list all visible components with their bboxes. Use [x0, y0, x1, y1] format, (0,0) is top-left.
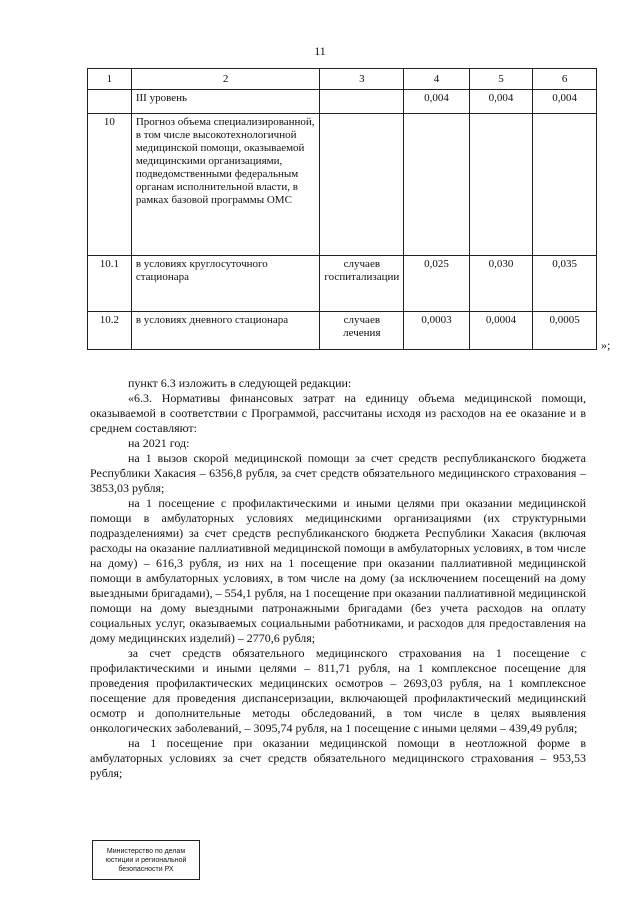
table-cell: случаев госпитализации	[320, 256, 404, 312]
table-row	[88, 114, 597, 256]
ministry-stamp	[92, 840, 200, 880]
table-cell: в условиях круглосуточного стационара	[131, 256, 320, 312]
table-cell: 10.2	[88, 312, 132, 350]
table-cell: 10.1	[88, 256, 132, 312]
table-cell: 0,035	[533, 256, 597, 312]
paragraph: пункт 6.3 изложить в следующей редакции:	[128, 376, 352, 390]
table-cell	[88, 90, 132, 114]
table-cell: Прогноз объема специализированной, в том числе высокотехнологичной медицинской помощи, оказываемой медицинскими организациями, подведомственными федеральным органам исполнительной власти, в рамках базовой программы ОМС	[131, 114, 320, 256]
paragraph: «6.3. Нормативы финансовых затрат на единицу объема медицинской помощи, оказываемой в соответствии с Программой, рассчитаны исходя из расходов на ее оказание и в среднем составляют:	[90, 391, 586, 435]
closing-quote: »;	[601, 338, 611, 352]
normatives-table	[87, 68, 597, 350]
paragraph: на 2021 год:	[128, 436, 190, 450]
header-cell: 2	[131, 69, 320, 90]
header-cell: 5	[469, 69, 533, 90]
table-row	[88, 312, 597, 350]
table-cell: 0,004	[404, 90, 469, 114]
table-cell: 0,030	[469, 256, 533, 312]
paragraph: на 1 вызов скорой медицинской помощи за счет средств республиканского бюджета Республики Хакасия – 6356,8 рубля, за счет средств обязательного медицинского страхования – 3853,03 рубля;	[90, 451, 586, 495]
table-cell: III уровень	[131, 90, 320, 114]
table-cell: случаев лечения	[320, 312, 404, 350]
paragraph: за счет средств обязательного медицинского страхования на 1 посещение с профилактическими и иными целями – 811,71 рубля, на 1 комплексное посещение для проведения профилактических медицинских осмотров – 2693,03 рубля, на 1 комплексное посещение для проведения диспансеризации, включающей профилактический медицинский осмотр и дополнительные методы обследований, в том числе в целях выявления онкологических заболеваний, – 3095,74 рубля, на 1 посещение с иными целями – 439,49 рубля;	[90, 646, 586, 735]
table-cell	[469, 114, 533, 256]
table-cell: 0,0003	[404, 312, 469, 350]
table-cell: 0,004	[533, 90, 597, 114]
table-cell	[533, 114, 597, 256]
stamp-text: Министерство по делам юстиции и региональной безопасности РХ	[105, 847, 187, 873]
table-cell: 0,0005	[533, 312, 597, 350]
page-number: 11	[314, 44, 326, 58]
table-cell	[404, 114, 469, 256]
table-row	[88, 90, 597, 114]
table-cell	[320, 90, 404, 114]
header-cell: 4	[404, 69, 469, 90]
table-cell: 0,004	[469, 90, 533, 114]
table-row	[88, 256, 597, 312]
table-cell	[320, 114, 404, 256]
body-text	[90, 376, 586, 781]
header-cell: 3	[320, 69, 404, 90]
header-cell: 6	[533, 69, 597, 90]
table-cell: 0,025	[404, 256, 469, 312]
table-cell: 0,0004	[469, 312, 533, 350]
table-cell: 10	[88, 114, 132, 256]
paragraph: на 1 посещение при оказании медицинской помощи в неотложной форме в амбулаторных условиях за счет средств обязательного медицинского страхования – 953,53 рубля;	[90, 736, 586, 780]
paragraph: на 1 посещение с профилактическими и иными целями при оказании медицинской помощи в амбулаторных условиях медицинскими организациями (их структурными подразделениями) за счет средств республиканского бюджета Республики Хакасия (включая расходы на оказание паллиативной медицинской помощи в амбулаторных условиях, в том числе на дому) – 616,3 рубля, из них на 1 посещение при оказании паллиативной медицинской помощи в амбулаторных условиях, в том числе на дому (за исключением посещений на дому выездными бригадами), – 554,1 рубля, на 1 посещение при оказании паллиативной медицинской помощи на дому выездными патронажными бригадами (без учета расходов на оплату социальных услуг, оказываемых социальными работниками, и расходов для предоставления на дому медицинских изделий) – 2770,6 рубля;	[90, 496, 586, 645]
table-header-row	[88, 69, 597, 90]
table-cell: в условиях дневного стационара	[131, 312, 320, 350]
header-cell: 1	[88, 69, 132, 90]
